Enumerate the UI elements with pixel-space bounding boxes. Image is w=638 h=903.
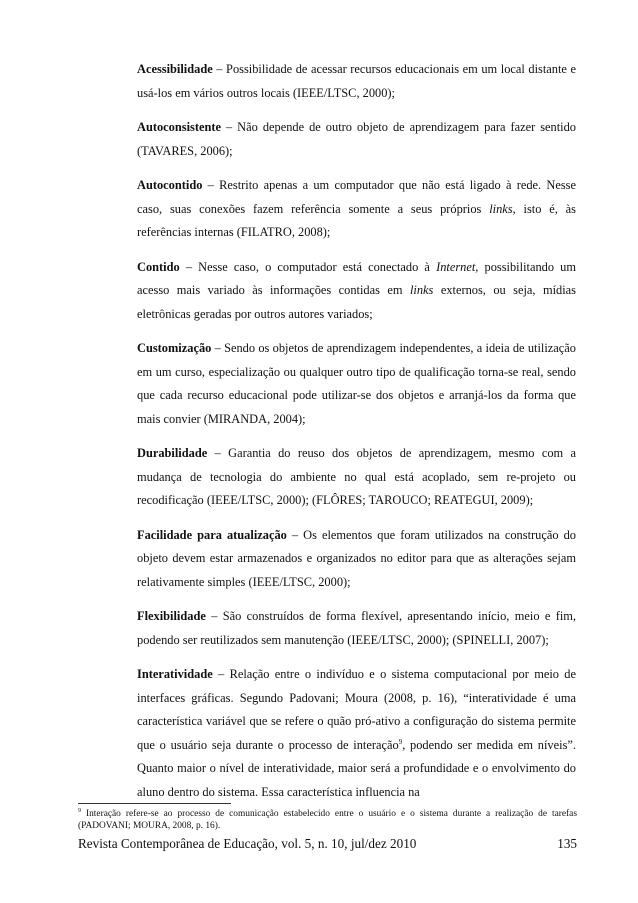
definition-durabilidade [137, 442, 576, 513]
definition-autoconsistente [137, 116, 576, 163]
term-label: Autoconsistente [137, 120, 221, 134]
definition-text: – Restrito apenas a um computador que não está ligado à rede. Nesse caso, suas conexões fazem referência somente a seus próprios [137, 178, 576, 216]
term-label: Customização [137, 341, 212, 355]
definition-text: – Relação entre o indivíduo e o sistema computacional por meio de interfaces gráficas. Segundo Padovani; Moura (2008, p. 16), “interatividade é uma característica variável que se refere o quão pró-ativo a configuração do sistema permite que o usuário seja durante o processo de interação [137, 667, 576, 752]
definition-text: externos, ou seja, mídias eletrônicas geradas por outros autores variados; [137, 283, 576, 321]
definition-interatividade [137, 663, 576, 804]
definition-text: – São construídos de forma flexível, apresentando início, meio e fim, podendo ser reutilizados sem manutenção (IEEE/LTSC, 2000); (SPINELLI, 2007); [137, 609, 576, 647]
definitions-list [137, 58, 576, 815]
term-label: Acessibilidade [137, 62, 213, 76]
definition-text: – Garantia do reuso dos objetos de aprendizagem, mesmo com a mudança de tecnologia do ambiente no qual está acoplado, sem re-projeto ou recodificação (IEEE/LTSC, 2000); (FLÔRES; TAROUCO; REATEGUI, 2009); [137, 446, 576, 507]
footnote-reference: 9 [398, 737, 403, 746]
footnote-divider [78, 803, 231, 804]
footnote [78, 808, 577, 832]
term-label: Facilidade para atualização [137, 527, 287, 542]
definition-acessibilidade [137, 58, 576, 105]
definition-text: , podendo ser medida em níveis”. Quanto maior o nível de interatividade, maior será a profundidade e o envolvimento do aluno dentro do sistema. Essa característica influencia na [137, 737, 576, 799]
journal-citation: Revista Contemporânea de Educação, vol. 5, n. 10, jul/dez 2010 [78, 836, 417, 851]
definition-contido [137, 256, 576, 327]
definition-autocontido [137, 174, 576, 245]
emphasis-text: links [489, 201, 513, 216]
definition-text: – Os elementos que foram utilizados na construção do objeto devem estar armazenados e organizados no editor para que as alterações sejam relativamente simples (IEEE/LTSC, 2000); [137, 527, 576, 589]
page-number: 135 [557, 836, 577, 851]
definition-text: – Possibilidade de acessar recursos educacionais em um local distante e usá-los em vários outros locais (IEEE/LTSC, 2000); [137, 62, 576, 100]
emphasis-text: Internet [436, 259, 476, 274]
footnote-mark: 9 [78, 807, 81, 814]
definition-text: – Nesse caso, o computador está conectado à [179, 259, 437, 274]
definition-text: , possibilitando um acesso mais variado às informações contidas em [137, 259, 576, 297]
definition-text: – Não depende de outro objeto de aprendizagem para fazer sentido (TAVARES, 2006); [137, 120, 576, 158]
term-label: Autocontido [137, 178, 203, 192]
definition-text: , isto é, às referências internas (FILATRO, 2008); [137, 201, 577, 239]
definition-facilidade-atualizacao [137, 524, 576, 595]
emphasis-text: links [409, 283, 434, 297]
term-label: Flexibilidade [137, 609, 206, 623]
definition-customizacao [137, 337, 576, 431]
definition-flexibilidade [137, 605, 576, 652]
term-label: Interatividade [137, 667, 213, 681]
term-label: Durabilidade [137, 446, 208, 460]
term-label: Contido [137, 259, 180, 274]
definition-text: – Sendo os objetos de aprendizagem independentes, a ideia de utilização em um curso, especialização ou qualquer outro tipo de qualificação torna-se real, sendo que cada recurso educacional pode utilizar-se dos objetos e arranjá-los da forma que mais convier (MIRANDA, 2004); [137, 341, 576, 426]
footnote-text: Interação refere-se ao processo de comunicação estabelecido entre o usuário e o sistema durante a realização de tarefas (PADOVANI; MOURA, 2008, p. 16). [78, 809, 577, 831]
